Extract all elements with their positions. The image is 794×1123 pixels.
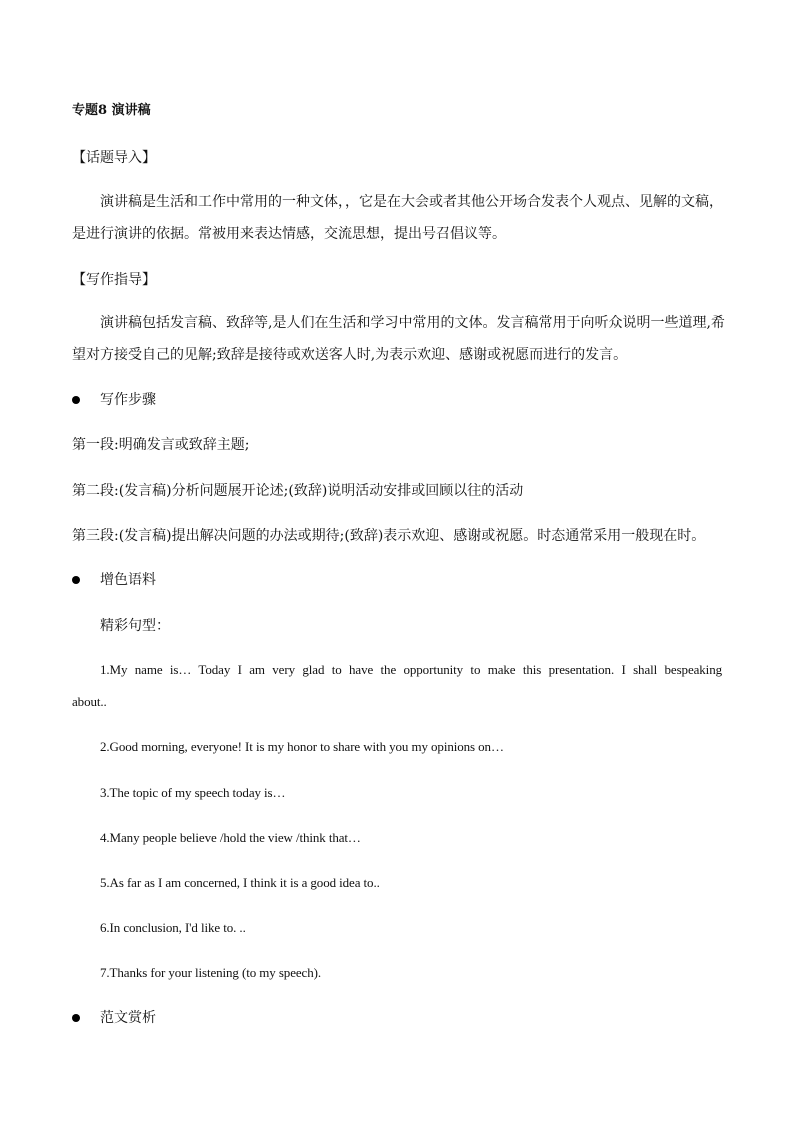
writing-step-1: 第一段:明确发言或致辞主题; xyxy=(72,437,250,453)
intro-paragraph-line-2: 是进行演讲的依据。常被用来表达情感，交流思想，提出号召倡议等。 xyxy=(72,226,506,242)
bullet-icon xyxy=(72,1014,80,1022)
sentence-4: 4.Many people believe /hold the view /think that… xyxy=(100,830,361,845)
document-title: 专题8 演讲稿 xyxy=(72,103,151,118)
guide-paragraph-line-2: 望对方接受自己的见解;致辞是接待或欢送客人时,为表示欢迎、感谢或祝愿而进行的发言。 xyxy=(72,347,628,363)
sentence-7: 7.Thanks for your listening (to my speech). xyxy=(100,965,321,980)
writing-step-2: 第二段:(发言稿)分析问题展开论述;(致辞)说明活动安排或回顾以往的活动 xyxy=(72,483,524,499)
section-heading-writing-guide: 【写作指导】 xyxy=(72,272,156,288)
bullet-icon xyxy=(72,576,80,584)
guide-paragraph-line-1: 演讲稿包括发言稿、致辞等,是人们在生活和学习中常用的文体。发言稿常用于向听众说明一些道理,希 xyxy=(100,315,725,331)
bullet-heading-phrases: 增色语料 xyxy=(100,572,156,588)
bullet-heading-writing-steps: 写作步骤 xyxy=(100,392,156,408)
sentence-6: 6.In conclusion, I'd like to. .. xyxy=(100,920,246,935)
bullet-heading-model-essay: 范文赏析 xyxy=(100,1010,156,1026)
writing-step-3: 第三段:(发言稿)提出解决问题的办法或期待;(致辞)表示欢迎、感谢或祝愿。时态通常采用一般现在时。 xyxy=(72,528,706,544)
sentence-5: 5.As far as I am concerned, I think it is a good idea to.. xyxy=(100,875,380,890)
intro-paragraph-line-1: 演讲稿是生活和工作中常用的一种文体，，它是在大会或者其他公开场合发表个人观点、见解的文稿， xyxy=(100,194,723,210)
bullet-icon xyxy=(72,396,80,404)
sentence-3: 3.The topic of my speech today is… xyxy=(100,785,286,800)
section-heading-topic-intro: 【话题导入】 xyxy=(72,150,156,166)
sentence-1-line-2: about.. xyxy=(72,694,107,709)
sentence-1-line-1: 1.My name is… Today I am very glad to have the opportunity to make this presentation. I shall bespeaking xyxy=(100,662,722,677)
phrases-subheading: 精彩句型： xyxy=(100,618,170,634)
sentence-2: 2.Good morning, everyone! It is my honor to share with you my opinions on… xyxy=(100,739,504,754)
